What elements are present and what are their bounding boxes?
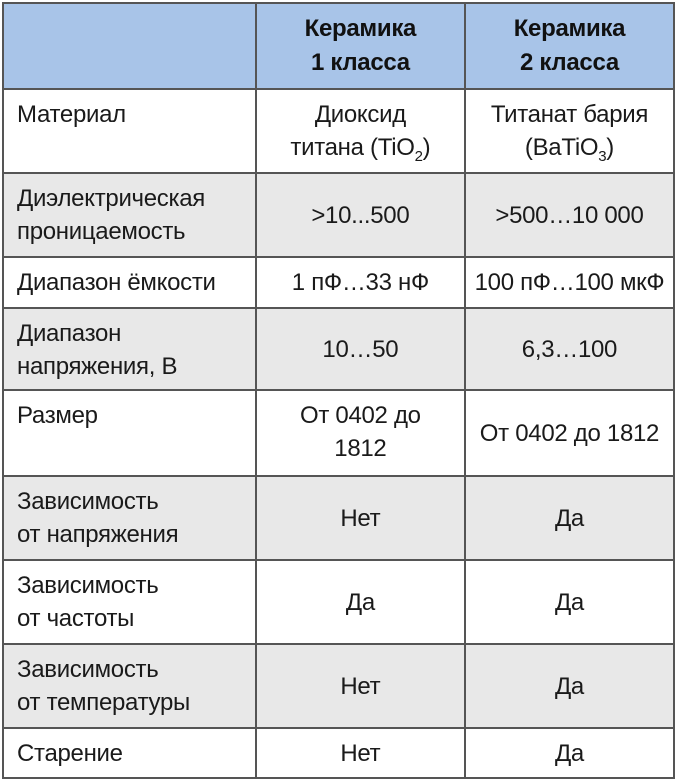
cell-capacitance-class-2: 100 пФ…100 мкФ	[465, 257, 674, 308]
cell-text: )	[606, 134, 614, 161]
row-label-capacitance	[3, 257, 256, 308]
header-empty-cell	[3, 3, 256, 89]
cell-material-class-1	[256, 89, 465, 173]
row-label-text: Зависимость	[17, 656, 159, 683]
cell-text: (BaTiO	[524, 134, 599, 161]
table-row	[3, 644, 674, 728]
row-label-text: Старение	[17, 739, 123, 767]
table-row	[3, 89, 674, 173]
header-row	[3, 3, 674, 89]
cell-material-class-2	[465, 89, 674, 173]
cell-frequency-dependence-class-2: Да	[465, 560, 674, 644]
cell-text: Титанат бария	[490, 101, 649, 128]
cell-size-class-2: От 0402 до 1812	[465, 390, 674, 476]
row-label-voltage-dependence	[3, 476, 256, 560]
cell-voltage-dependence-class-1: Нет	[256, 476, 465, 560]
row-label-text: от напряжения	[17, 521, 179, 548]
cell-voltage-class-2: 6,3…100	[465, 308, 674, 390]
cell-aging-class-1: Нет	[256, 728, 465, 778]
table-row	[3, 476, 674, 560]
row-label-text: Диапазон	[17, 320, 122, 347]
cell-voltage-dependence-class-2: Да	[465, 476, 674, 560]
cell-text: Диоксид	[314, 101, 406, 128]
table-row	[3, 728, 674, 778]
row-label-text: проницаемость	[17, 218, 186, 245]
row-label-temperature-dependence	[3, 644, 256, 728]
cell-permittivity-class-2: >500…10 000	[465, 173, 674, 257]
row-label-frequency-dependence	[3, 560, 256, 644]
row-label-text: Диапазон ёмкости	[17, 269, 216, 296]
cell-capacitance-class-1: 1 пФ…33 нФ	[256, 257, 465, 308]
cell-temperature-dependence-class-2: Да	[465, 644, 674, 728]
header-class-1	[256, 3, 465, 89]
header-class-2	[465, 3, 674, 89]
row-label-text: напряжения, В	[17, 353, 178, 380]
row-label-text: от температуры	[17, 689, 190, 716]
table-row	[3, 390, 674, 476]
cell-text: 1812	[334, 435, 387, 462]
comparison-table-container	[2, 2, 675, 779]
row-label-text: от частоты	[17, 605, 135, 632]
cell-frequency-dependence-class-1: Да	[256, 560, 465, 644]
table-row	[3, 308, 674, 390]
row-label-text: Размер	[17, 402, 98, 429]
cell-text: )	[422, 134, 431, 161]
cell-text: титана (TiO	[290, 134, 415, 161]
row-label-size	[3, 390, 256, 476]
table-row	[3, 560, 674, 644]
table-row	[3, 173, 674, 257]
row-label-permittivity	[3, 173, 256, 257]
cell-voltage-class-1: 10…50	[256, 308, 465, 390]
cell-temperature-dependence-class-1: Нет	[256, 644, 465, 728]
cell-aging-class-2: Да	[465, 728, 674, 778]
header-class-1-line2: 1 класса	[310, 49, 410, 76]
header-class-1-line1: Керамика	[304, 15, 417, 42]
row-label-aging	[3, 728, 256, 778]
cell-text: От 0402 до	[299, 402, 421, 429]
row-label-text: Зависимость	[17, 488, 159, 515]
row-label-material	[3, 89, 256, 173]
subscript: 2	[414, 148, 423, 165]
cell-permittivity-class-1: >10...500	[256, 173, 465, 257]
row-label-text: Диэлектрическая	[17, 185, 205, 212]
row-label-voltage-range	[3, 308, 256, 390]
subscript: 3	[598, 148, 607, 165]
header-class-2-line1: Керамика	[513, 15, 626, 42]
row-label-text: Материал	[17, 101, 126, 128]
ceramic-class-comparison-table	[2, 2, 675, 779]
header-class-2-line2: 2 класса	[520, 49, 619, 76]
cell-size-class-1	[256, 390, 465, 476]
row-label-text: Зависимость	[17, 572, 159, 599]
table-row	[3, 257, 674, 308]
